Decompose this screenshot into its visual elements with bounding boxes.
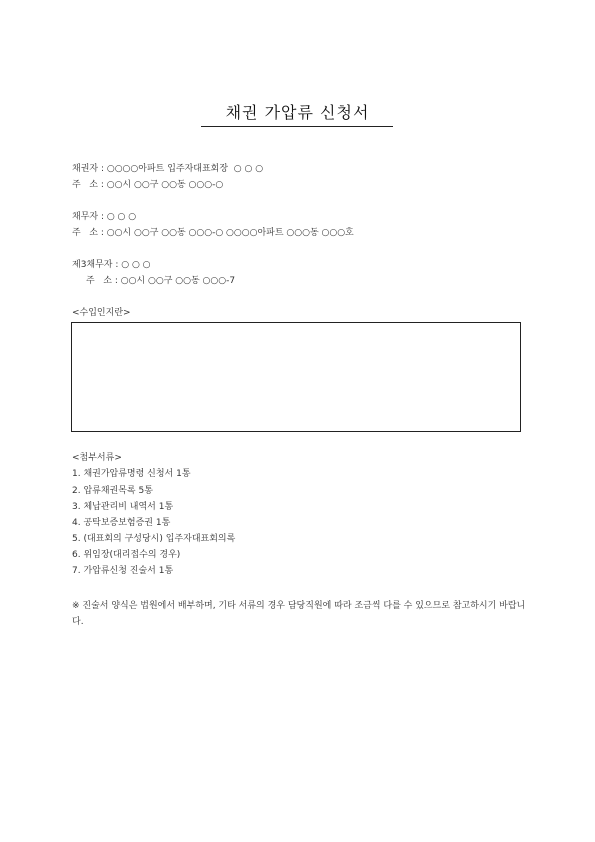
- third-debtor-address: 주 소 : ○○시 ○○구 ○○동 ○○○-7: [86, 276, 236, 286]
- attachment-item: 4. 공탁보증보험증권 1통: [72, 518, 171, 528]
- creditor-line: 채권자 : ○○○○아파트 입주자대표회장 ○ ○ ○: [72, 164, 264, 174]
- document-title: 채권 가압류 신청서: [225, 103, 370, 122]
- debtor-address: 주 소 : ○○시 ○○구 ○○동 ○○○-○ ○○○○아파트 ○○○동 ○○○호: [72, 228, 354, 238]
- attachment-item: 3. 체납관리비 내역서 1통: [72, 502, 174, 512]
- footnote: ※ 진술서 양식은 법원에서 배부하며, 기타 서류의 경우 담당직원에 따라 조금씩 다를 수 있으므로 참고하시기 바랍니다.: [72, 601, 526, 627]
- attachments-heading: <첨부서류>: [72, 453, 122, 463]
- attachment-item: 5. (대표회의 구성당시) 입주자대표회의록: [72, 534, 236, 544]
- stamp-label: <수입인지란>: [72, 308, 131, 318]
- attachment-item: 1. 채권가압류명령 신청서 1통: [72, 469, 191, 479]
- attachment-item: 2. 압류채권목록 5통: [72, 486, 153, 496]
- creditor-address: 주 소 : ○○시 ○○구 ○○동 ○○○-○: [72, 180, 224, 190]
- title-underline: [201, 126, 393, 127]
- attachment-item: 7. 가압류신청 진술서 1통: [72, 566, 174, 576]
- debtor-line: 채무자 : ○ ○ ○: [72, 212, 137, 222]
- attachment-item: 6. 위임장(대리접수의 경우): [72, 550, 181, 560]
- revenue-stamp-box: [71, 322, 521, 432]
- third-debtor-line: 제3채무자 : ○ ○ ○: [72, 260, 151, 270]
